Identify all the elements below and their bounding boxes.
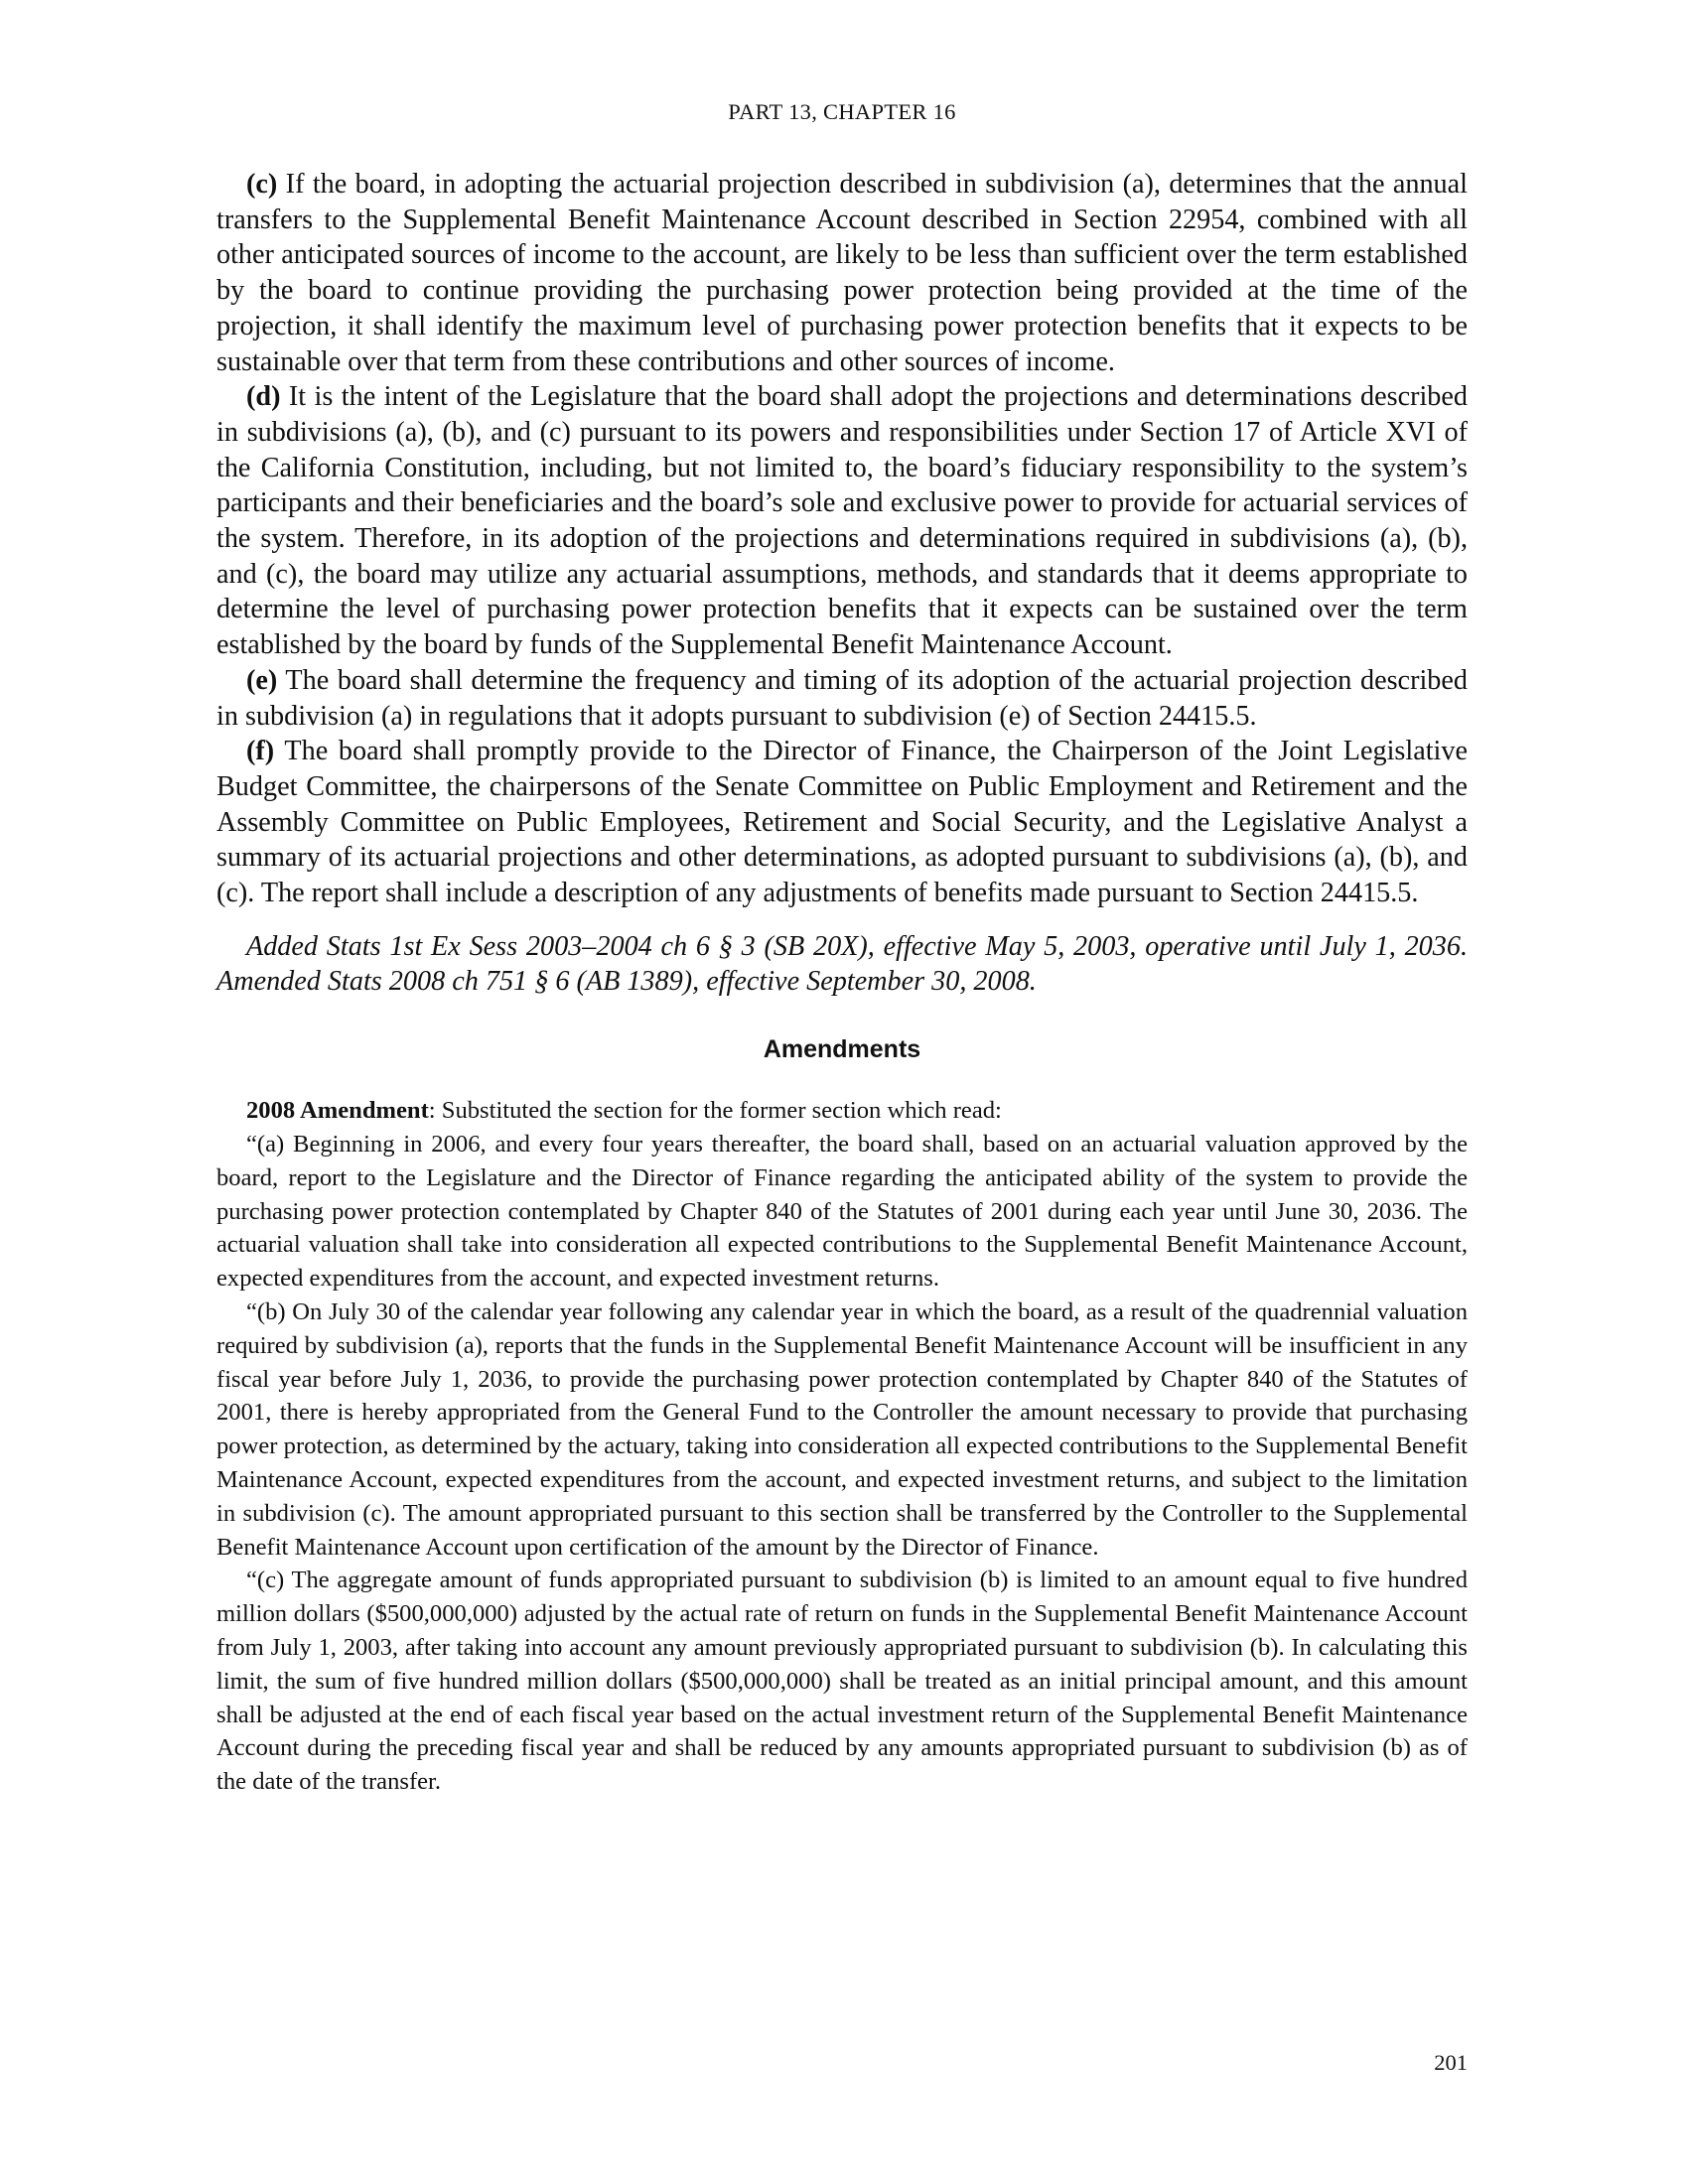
former-subdivision-b: “(b) On July 30 of the calendar year following any calendar year in which the board, as a result of the quadrennial valuation required by subdivision (a), reports that the funds in the Supplemental Benefit Maintenance Account will be insufficient in any fiscal year before July 1, 2036, to provide the purchasing power protection contemplated by Chapter 840 of the Statutes of 2001, there is hereby appropriated from the General Fund to the Controller the amount necessary to provide that purchasing power protection, as determined by the actuary, taking into consideration all expected contributions to the Supplemental Benefit Maintenance Account, expected expenditures from the account, and expected investment returns, and subject to the limitation in subdivision (c). The amount appropriated pursuant to this section shall be transferred by the Controller to the Supplemental Benefit Maintenance Account upon certification of the amount by the Director of Finance. [216,1297,1468,1561]
document-page [216,0,1468,2184]
history-note: Added Stats 1st Ex Sess 2003–2004 ch 6 § 3 (SB 20X), effective May 5, 2003, operative until July 1, 2036. Amended Stats 2008 ch 751 § 6 (AB 1389), effective September 30, 2008. [216,930,1468,998]
subdivision-f [216,734,1468,911]
subdivision-f-label: (f) [246,736,275,767]
page-number: 201 [1434,2050,1468,2075]
amendment-intro [216,1094,1468,1128]
subdivision-d [216,379,1468,663]
subdivision-d-label: (d) [246,381,281,413]
amendment-intro-label: 2008 Amendment [246,1097,429,1125]
subdivision-c [216,167,1468,379]
former-subdivision-a: “(a) Beginning in 2006, and every four years thereafter, the board shall, based on an actuarial valuation approved by the board, report to the Legislature and the Director of Finance regarding the anticipated ability of the system to provide the purchasing power protection contemplated by Chapter 840 of the Statutes of 2001 during each year until June 30, 2036. The actuarial valuation shall take into consideration all expected contributions to the Supplemental Benefit Maintenance Account, expected expenditures from the account, and expected investment returns. [216,1130,1468,1293]
amendments-heading: Amendments [763,1035,921,1064]
former-subdivision-c: “(c) The aggregate amount of funds appropriated pursuant to subdivision (b) is limited to an amount equal to five hundred million dollars ($500,000,000) adjusted by the actual rate of return on funds in the Supplemental Benefit Maintenance Account from July 1, 2003, after taking into account any amount previously appropriated pursuant to subdivision (b). In calculating this limit, the sum of five hundred million dollars ($500,000,000) shall be treated as an initial principal amount, and this amount shall be adjusted at the end of each fiscal year based on the actual investment return of the Supplemental Benefit Maintenance Account during the preceding fiscal year and shall be reduced by any amounts appropriated pursuant to subdivision (b) as of the date of the transfer. [216,1567,1468,1796]
subdivision-f-text: The board shall promptly provide to the Director of Finance, the Chairperson of the Joint Legislative Budget Committee, the chairpersons of the Senate Committee on Public Employment and Retirement and the Assembly Committee on Public Employees, Retirement and Social Security, and the Legislative Analyst a summary of its actuarial projections and other determinations, as adopted pursuant to subdivisions (a), (b), and (c). The report shall include a description of any adjustments of benefits made pursuant to Section 24415.5. [216,736,1468,909]
subdivision-d-text: It is the intent of the Legislature that the board shall adopt the projections and determinations described in subdivisions (a), (b), and (c) pursuant to its powers and responsibilities under Section 17 of Article XVI of the California Constitution, including, but not limited to, the board’s fiduciary responsibility to the system’s participants and their beneficiaries and the board’s sole and exclusive power to provide for actuarial services of the system. Therefore, in its adoption of the projections and determinations required in subdivisions (a), (b), and (c), the board may utilize any actuarial assumptions, methods, and standards that it deems appropriate to determine the level of purchasing power protection benefits that it expects can be sustained over the term established by the board by funds of the Supplemental Benefit Maintenance Account. [216,381,1468,661]
page-body [216,167,1468,1799]
subdivision-c-label: (c) [246,169,278,200]
subdivision-e-text: The board shall determine the frequency and timing of its adoption of the actuarial projection described in subdivision (a) in regulations that it adopts pursuant to subdivision (e) of Section 24415.5. [216,664,1468,732]
running-head: PART 13, CHAPTER 16 [728,99,956,124]
subdivision-c-text: If the board, in adopting the actuarial projection described in subdivision (a), determines that the annual transfers to the Supplemental Benefit Maintenance Account described in Section 22954, combined with all other anticipated sources of income to the account, are likely to be less than sufficient over the term established by the board to continue providing the purchasing power protection being provided at the time of the projection, it shall identify the maximum level of purchasing power protection benefits that it expects to be sustainable over that term from these contributions and other sources of income. [216,169,1468,377]
subdivision-e [216,663,1468,734]
amendment-intro-text: : Substituted the section for the former section which read: [428,1097,1002,1125]
subdivision-e-label: (e) [246,664,278,696]
